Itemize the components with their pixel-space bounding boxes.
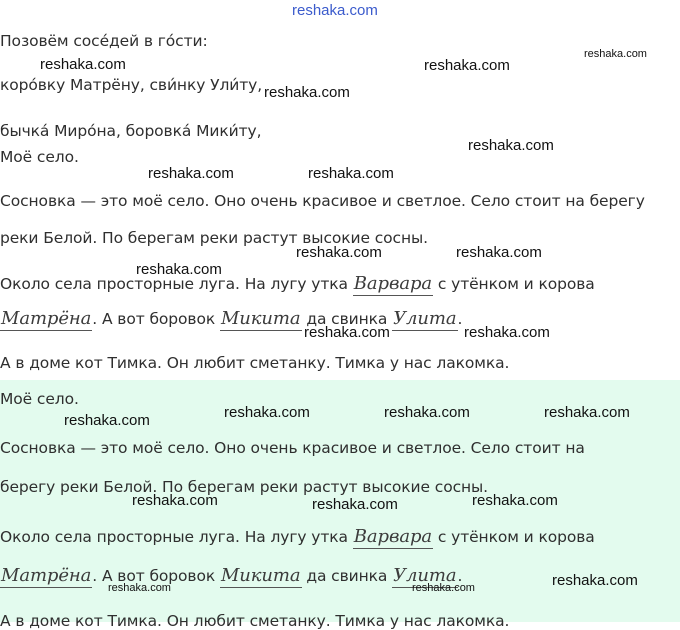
watermark: reshaka.com — [64, 412, 150, 429]
text-segment: да свинка — [306, 567, 388, 585]
watermark: reshaka.com — [108, 582, 171, 594]
answer-paragraph-3: А в доме кот Тимка. Он любит сметанку. Тимка у нас лакомка. — [0, 612, 510, 630]
watermark: reshaka.com — [224, 404, 310, 421]
text-paragraph-3: А в доме кот Тимка. Он любит сметанку. Тимка у нас лакомка. — [0, 354, 510, 372]
task-line-1: коро́вку Матрёну, сви́нку Ули́ту, — [0, 76, 263, 94]
answer-title: Моё село. — [0, 390, 79, 408]
text-paragraph-1-line-2: реки Белой. По берегам реки растут высокие сосны. — [0, 229, 428, 247]
watermark: reshaka.com — [312, 496, 398, 513]
answer-paragraph-1-line-2: берегу реки Белой. По берегам реки растут высокие сосны. — [0, 478, 488, 496]
watermark: reshaka.com — [412, 582, 475, 594]
text-paragraph-2-line-1 — [0, 273, 595, 294]
answer-paragraph-2-line-1 — [0, 526, 595, 547]
text-segment: . — [457, 567, 463, 585]
text-segment: . — [457, 310, 463, 328]
watermark: reshaka.com — [132, 492, 218, 509]
watermark: reshaka.com — [584, 48, 647, 60]
watermark: reshaka.com — [264, 84, 350, 101]
answer-paragraph-1-line-1: Сосновка — это моё село. Оно очень красивое и светлое. Село стоит на — [0, 439, 585, 457]
text-segment: с утёнком и корова — [437, 275, 595, 293]
answer-paragraph-2-line-2 — [0, 565, 462, 586]
handwritten-name-varvara: Варвара — [353, 526, 433, 547]
handwritten-name-ulita: Улита — [393, 565, 457, 586]
watermark: reshaka.com — [296, 244, 382, 261]
watermark: reshaka.com — [136, 261, 222, 278]
handwritten-name-ulita: Улита — [393, 308, 457, 329]
text-segment: с утёнком и корова — [437, 528, 595, 546]
text-title: Моё село. — [0, 148, 79, 166]
watermark: reshaka.com — [304, 324, 390, 341]
text-segment: Около села просторные луга. На лугу утка — [0, 528, 348, 546]
text-paragraph-2-line-2 — [0, 308, 462, 329]
handwritten-name-mikita: Микита — [220, 308, 301, 329]
handwritten-name-varvara: Варвара — [353, 273, 433, 294]
text-segment: . А вот боровок — [92, 310, 216, 328]
watermark: reshaka.com — [384, 404, 470, 421]
watermark: reshaka.com — [148, 165, 234, 182]
task-intro: Позовём сосе́дей в го́сти: — [0, 32, 208, 50]
watermark: reshaka.com — [544, 404, 630, 421]
handwritten-name-matryona: Матрёна — [1, 565, 92, 586]
text-segment: Около села просторные луга. На лугу утка — [0, 275, 348, 293]
text-segment: да свинка — [306, 310, 388, 328]
text-segment: . А вот боровок — [92, 567, 216, 585]
watermark: reshaka.com — [308, 165, 394, 182]
handwritten-name-matryona: Матрёна — [1, 308, 92, 329]
site-brand-link[interactable]: reshaka.com — [292, 2, 378, 19]
watermark: reshaka.com — [468, 137, 554, 154]
handwritten-name-mikita: Микита — [220, 565, 301, 586]
watermark: reshaka.com — [40, 56, 126, 73]
text-paragraph-1-line-1: Сосновка — это моё село. Оно очень красивое и светлое. Село стоит на берегу — [0, 192, 645, 210]
task-line-2: бычка́ Миро́на, боровка́ Мики́ту, — [0, 122, 262, 140]
watermark: reshaka.com — [424, 57, 510, 74]
watermark: reshaka.com — [464, 324, 550, 341]
watermark: reshaka.com — [552, 572, 638, 589]
watermark: reshaka.com — [456, 244, 542, 261]
watermark: reshaka.com — [472, 492, 558, 509]
